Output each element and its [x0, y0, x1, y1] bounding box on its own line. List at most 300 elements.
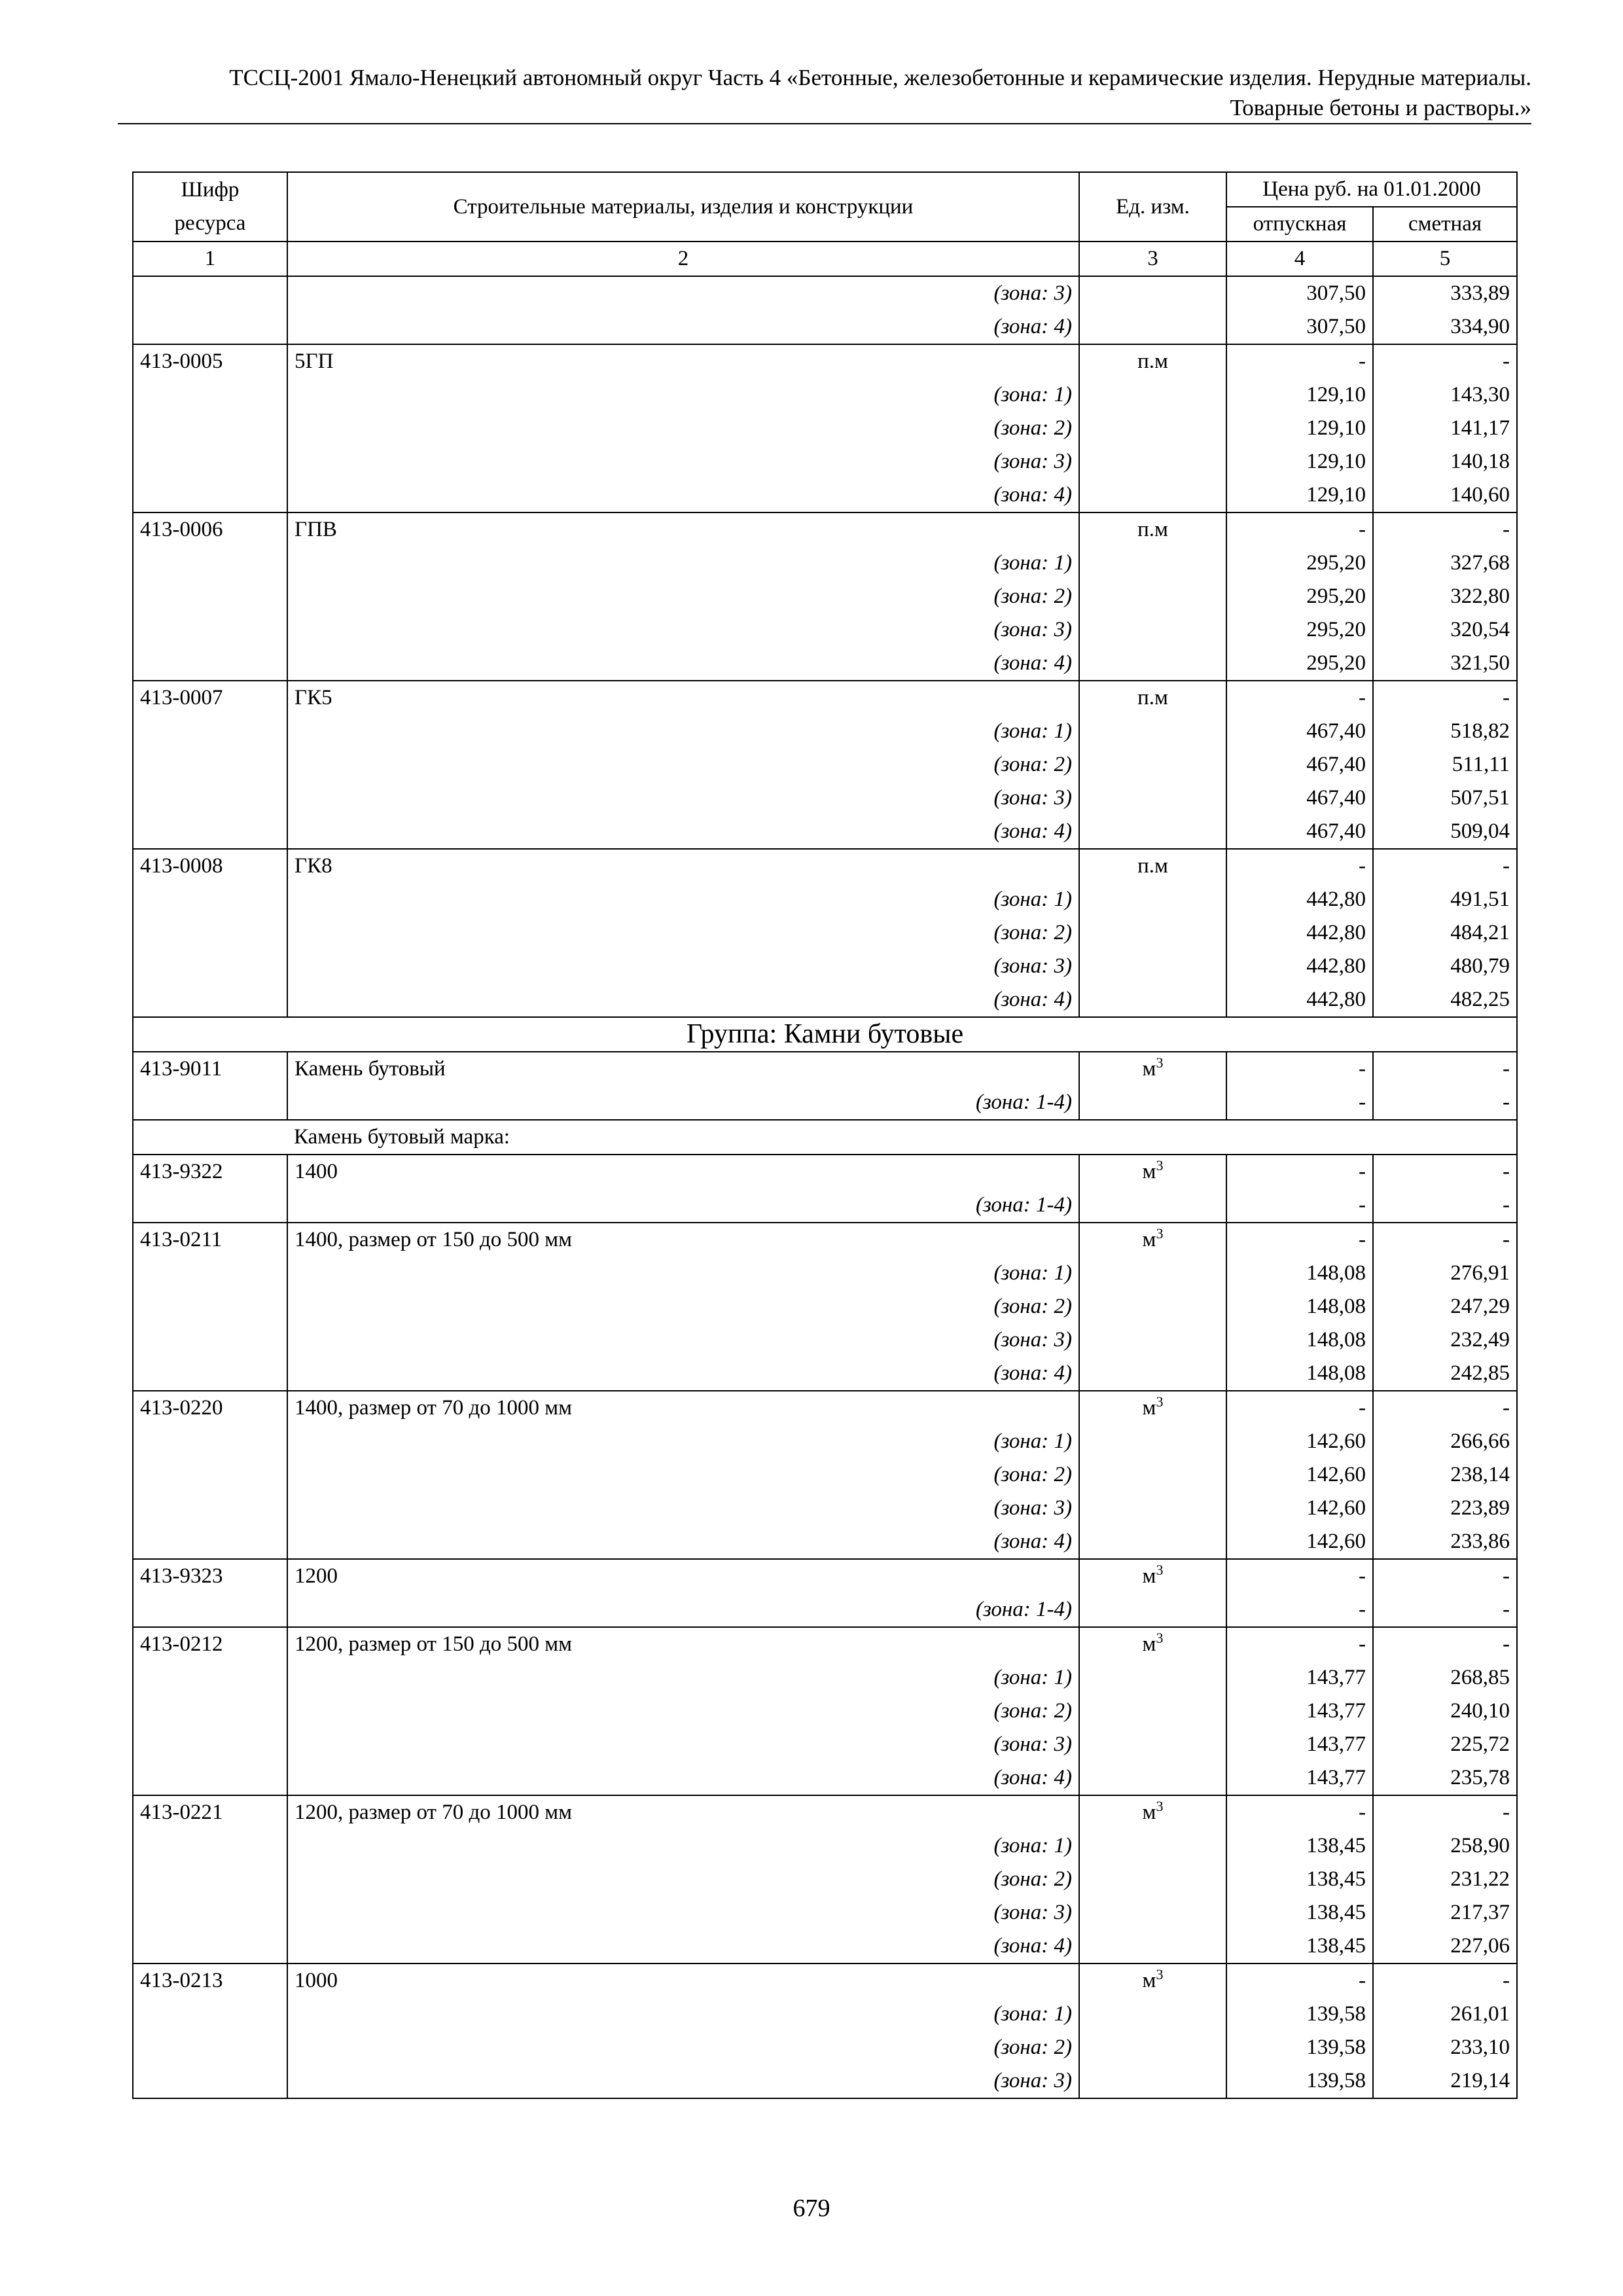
unit-of-measure: [1079, 681, 1226, 715]
unit-exponent: 3: [1156, 1225, 1164, 1242]
zone-row: [133, 1086, 1517, 1120]
release-price: 295,20: [1226, 613, 1373, 647]
table-body: [133, 276, 1517, 2098]
material-row: [133, 849, 1517, 883]
resource-code-empty: [133, 580, 287, 613]
material-row: [133, 681, 1517, 715]
zone-label: (зона: 2): [287, 1695, 1079, 1728]
unit-empty: [1079, 916, 1226, 950]
unit-empty: [1079, 378, 1226, 412]
zone-label: (зона: 2): [287, 916, 1079, 950]
unit-empty: [1079, 1863, 1226, 1896]
estimate-price: 219,14: [1373, 2064, 1517, 2098]
unit-text: м: [1142, 1396, 1156, 1420]
estimate-price: 227,06: [1373, 1929, 1517, 1964]
zone-row: [133, 1290, 1517, 1323]
resource-code-empty: [133, 1323, 287, 1357]
unit-of-measure: [1079, 1559, 1226, 1593]
zone-label: (зона: 4): [287, 310, 1079, 344]
release-price: 148,08: [1226, 1357, 1373, 1391]
material-name: 1200: [287, 1559, 1079, 1593]
header-unit: Ед. изм.: [1079, 172, 1226, 242]
group-title: Группа: Камни бутовые: [133, 1017, 1517, 1052]
estimate-price: 320,54: [1373, 613, 1517, 647]
zone-row: [133, 580, 1517, 613]
resource-code-empty: [133, 1425, 287, 1458]
resource-code: 413-0221: [133, 1795, 287, 1829]
estimate-price: -: [1373, 1086, 1517, 1120]
zone-label: (зона: 1): [287, 715, 1079, 748]
release-price: 139,58: [1226, 2031, 1373, 2064]
resource-code-empty: [133, 2031, 287, 2064]
unit-text: м: [1142, 1969, 1156, 1992]
resource-code: 413-0005: [133, 344, 287, 378]
material-row: [133, 512, 1517, 547]
zone-label: (зона: 2): [287, 2031, 1079, 2064]
column-number: 1: [133, 242, 287, 276]
unit-of-measure: [1079, 1391, 1226, 1425]
release-price: 467,40: [1226, 715, 1373, 748]
unit-empty: [1079, 1761, 1226, 1795]
unit-exponent: 3: [1156, 1966, 1164, 1982]
estimate-price: -: [1373, 849, 1517, 883]
zone-label: (зона: 3): [287, 950, 1079, 983]
zone-label: (зона: 2): [287, 1458, 1079, 1492]
resource-code-empty: [133, 1189, 287, 1223]
unit-of-measure: [1079, 512, 1226, 547]
estimate-price: -: [1373, 1189, 1517, 1223]
material-row: [133, 1795, 1517, 1829]
resource-code-empty: [133, 647, 287, 681]
release-price: 129,10: [1226, 445, 1373, 478]
material-row: [133, 1391, 1517, 1425]
zone-label: (зона: 3): [287, 1323, 1079, 1357]
zone-row: [133, 310, 1517, 344]
zone-label: (зона: 4): [287, 983, 1079, 1017]
release-price: 143,77: [1226, 1695, 1373, 1728]
zone-row: [133, 2031, 1517, 2064]
release-price: 142,60: [1226, 1425, 1373, 1458]
estimate-price: -: [1373, 1964, 1517, 1998]
zone-label: (зона: 3): [287, 781, 1079, 815]
zone-label: (зона: 2): [287, 580, 1079, 613]
unit-empty: [1079, 276, 1226, 310]
resource-code-empty: [133, 1896, 287, 1929]
unit-empty: [1079, 1661, 1226, 1695]
unit-text: м: [1142, 1632, 1156, 1656]
resource-code-empty: [133, 1593, 287, 1627]
section-code-cell: [133, 1120, 287, 1155]
unit-empty: [1079, 1458, 1226, 1492]
section-label: Камень бутовый марка:: [287, 1120, 1226, 1155]
release-price: -: [1226, 1391, 1373, 1425]
resource-code-empty: [133, 1086, 287, 1120]
zone-row: [133, 748, 1517, 781]
estimate-price: -: [1373, 1155, 1517, 1189]
resource-code-empty: [133, 983, 287, 1017]
estimate-price: 238,14: [1373, 1458, 1517, 1492]
unit-empty: [1079, 1728, 1226, 1761]
resource-code-empty: [133, 1458, 287, 1492]
resource-code-empty: [133, 916, 287, 950]
unit-empty: [1079, 815, 1226, 849]
resource-code-empty: [133, 1929, 287, 1964]
release-price: 138,45: [1226, 1829, 1373, 1863]
release-price: 148,08: [1226, 1290, 1373, 1323]
release-price: -: [1226, 1155, 1373, 1189]
zone-row: [133, 412, 1517, 445]
estimate-price: 276,91: [1373, 1257, 1517, 1290]
document-header: [118, 63, 1531, 123]
release-price: 442,80: [1226, 883, 1373, 916]
unit-of-measure: [1079, 849, 1226, 883]
estimate-price: 321,50: [1373, 647, 1517, 681]
release-price: 138,45: [1226, 1929, 1373, 1964]
resource-code: 413-9323: [133, 1559, 287, 1593]
unit-text: м: [1142, 1057, 1156, 1081]
zone-row: [133, 276, 1517, 310]
zone-row: [133, 1829, 1517, 1863]
resource-code: 413-0006: [133, 512, 287, 547]
resource-code-empty: [133, 310, 287, 344]
release-price: -: [1226, 344, 1373, 378]
column-number: 5: [1373, 242, 1517, 276]
estimate-price: 266,66: [1373, 1425, 1517, 1458]
zone-row: [133, 445, 1517, 478]
price-table: [132, 171, 1518, 2099]
unit-empty: [1079, 1323, 1226, 1357]
unit-exponent: 3: [1156, 1562, 1164, 1578]
unit-empty: [1079, 781, 1226, 815]
estimate-price: 231,22: [1373, 1863, 1517, 1896]
estimate-price: -: [1373, 1223, 1517, 1257]
zone-row: [133, 1863, 1517, 1896]
unit-empty: [1079, 1257, 1226, 1290]
unit-empty: [1079, 883, 1226, 916]
estimate-price: 322,80: [1373, 580, 1517, 613]
resource-code-empty: [133, 378, 287, 412]
unit-of-measure: [1079, 1964, 1226, 1998]
unit-of-measure: [1079, 1052, 1226, 1086]
release-price: 142,60: [1226, 1458, 1373, 1492]
section-row: [133, 1120, 1517, 1155]
resource-code-empty: [133, 1525, 287, 1559]
zone-row: [133, 1492, 1517, 1525]
release-price: 295,20: [1226, 580, 1373, 613]
estimate-price: 232,49: [1373, 1323, 1517, 1357]
zone-label: (зона: 3): [287, 2064, 1079, 2098]
resource-code-empty: [133, 1863, 287, 1896]
zone-label: (зона: 1-4): [287, 1086, 1079, 1120]
release-price: 295,20: [1226, 547, 1373, 580]
estimate-price: -: [1373, 344, 1517, 378]
zone-label: (зона: 1): [287, 883, 1079, 916]
estimate-price: 258,90: [1373, 1829, 1517, 1863]
release-price: -: [1226, 681, 1373, 715]
material-name: ГК5: [287, 681, 1079, 715]
material-row: [133, 1964, 1517, 1998]
estimate-price: 240,10: [1373, 1695, 1517, 1728]
zone-row: [133, 1357, 1517, 1391]
zone-row: [133, 1929, 1517, 1964]
zone-row: [133, 950, 1517, 983]
unit-empty: [1079, 445, 1226, 478]
zone-row: [133, 378, 1517, 412]
zone-label: (зона: 2): [287, 412, 1079, 445]
material-name: 1200, размер от 150 до 500 мм: [287, 1627, 1079, 1661]
zone-row: [133, 1761, 1517, 1795]
release-price: 143,77: [1226, 1661, 1373, 1695]
unit-empty: [1079, 1189, 1226, 1223]
resource-code-empty: [133, 715, 287, 748]
resource-code-empty: [133, 613, 287, 647]
zone-row: [133, 1458, 1517, 1492]
material-name: 1000: [287, 1964, 1079, 1998]
zone-row: [133, 1695, 1517, 1728]
release-price: 442,80: [1226, 916, 1373, 950]
release-price: 307,50: [1226, 276, 1373, 310]
resource-code-empty: [133, 1357, 287, 1391]
material-name: 5ГП: [287, 344, 1079, 378]
material-row: [133, 1627, 1517, 1661]
material-row: [133, 344, 1517, 378]
release-price: 467,40: [1226, 815, 1373, 849]
zone-row: [133, 883, 1517, 916]
estimate-price: 518,82: [1373, 715, 1517, 748]
resource-code-empty: [133, 883, 287, 916]
release-price: 129,10: [1226, 412, 1373, 445]
zone-row: [133, 1525, 1517, 1559]
material-name: ГК8: [287, 849, 1079, 883]
estimate-price: 233,86: [1373, 1525, 1517, 1559]
release-price: -: [1226, 512, 1373, 547]
header-name: Строительные материалы, изделия и конструкции: [287, 172, 1079, 242]
estimate-price: 247,29: [1373, 1290, 1517, 1323]
zone-row: [133, 715, 1517, 748]
resource-code-empty: [133, 412, 287, 445]
release-price: -: [1226, 1627, 1373, 1661]
header-estimate-price: сметная: [1373, 207, 1517, 242]
estimate-price: 480,79: [1373, 950, 1517, 983]
zone-label: (зона: 4): [287, 815, 1079, 849]
zone-label: (зона: 2): [287, 1863, 1079, 1896]
estimate-price: -: [1373, 1391, 1517, 1425]
unit-empty: [1079, 2031, 1226, 2064]
resource-code: 413-0008: [133, 849, 287, 883]
estimate-price: 242,85: [1373, 1357, 1517, 1391]
zone-row: [133, 781, 1517, 815]
release-price: -: [1226, 849, 1373, 883]
estimate-price: 261,01: [1373, 1998, 1517, 2031]
release-price: -: [1226, 1223, 1373, 1257]
estimate-price: -: [1373, 1052, 1517, 1086]
resource-code-empty: [133, 781, 287, 815]
material-name: 1400: [287, 1155, 1079, 1189]
material-name: ГПВ: [287, 512, 1079, 547]
estimate-price: 225,72: [1373, 1728, 1517, 1761]
resource-code-empty: [133, 1998, 287, 2031]
estimate-price: 327,68: [1373, 547, 1517, 580]
release-price: -: [1226, 1189, 1373, 1223]
unit-empty: [1079, 983, 1226, 1017]
unit-empty: [1079, 1593, 1226, 1627]
release-price: 129,10: [1226, 378, 1373, 412]
release-price: 148,08: [1226, 1257, 1373, 1290]
resource-code-empty: [133, 547, 287, 580]
estimate-price: 233,10: [1373, 2031, 1517, 2064]
zone-label: (зона: 1): [287, 1998, 1079, 2031]
resource-code: 413-0212: [133, 1627, 287, 1661]
unit-empty: [1079, 715, 1226, 748]
unit-text: м: [1142, 1228, 1156, 1251]
zone-label: (зона: 3): [287, 1896, 1079, 1929]
estimate-price: 143,30: [1373, 378, 1517, 412]
material-row: [133, 1223, 1517, 1257]
release-price: 142,60: [1226, 1525, 1373, 1559]
estimate-price: 141,17: [1373, 412, 1517, 445]
unit-empty: [1079, 1290, 1226, 1323]
estimate-price: -: [1373, 1559, 1517, 1593]
material-row: [133, 1052, 1517, 1086]
zone-row: [133, 916, 1517, 950]
resource-code-empty: [133, 1728, 287, 1761]
material-name: 1400, размер от 150 до 500 мм: [287, 1223, 1079, 1257]
zone-label: (зона: 4): [287, 1525, 1079, 1559]
resource-code-empty: [133, 815, 287, 849]
zone-row: [133, 1425, 1517, 1458]
estimate-price: 484,21: [1373, 916, 1517, 950]
zone-label: (зона: 1): [287, 547, 1079, 580]
group-row: [133, 1017, 1517, 1052]
unit-empty: [1079, 412, 1226, 445]
zone-row: [133, 1728, 1517, 1761]
zone-label: (зона: 1): [287, 1257, 1079, 1290]
release-price: 143,77: [1226, 1761, 1373, 1795]
unit-empty: [1079, 547, 1226, 580]
zone-label: (зона: 4): [287, 1357, 1079, 1391]
header-line-2: Товарные бетоны и растворы.»: [1230, 95, 1531, 120]
zone-row: [133, 547, 1517, 580]
unit-of-measure: [1079, 1627, 1226, 1661]
material-name: Камень бутовый: [287, 1052, 1079, 1086]
unit-empty: [1079, 1425, 1226, 1458]
unit-of-measure: [1079, 1155, 1226, 1189]
zone-row: [133, 1189, 1517, 1223]
unit-empty: [1079, 647, 1226, 681]
estimate-price: 482,25: [1373, 983, 1517, 1017]
zone-row: [133, 613, 1517, 647]
release-price: 467,40: [1226, 748, 1373, 781]
unit-empty: [1079, 478, 1226, 512]
unit-empty: [1079, 950, 1226, 983]
zone-row: [133, 1323, 1517, 1357]
unit-empty: [1079, 1492, 1226, 1525]
release-price: 129,10: [1226, 478, 1373, 512]
resource-code: 413-0220: [133, 1391, 287, 1425]
header-code: Шифр ресурса: [133, 172, 287, 242]
resource-code-empty: [133, 445, 287, 478]
unit-text: м: [1142, 1801, 1156, 1824]
section-empty-cell: [1226, 1120, 1517, 1155]
resource-code-empty: [133, 748, 287, 781]
unit-exponent: 3: [1156, 1157, 1164, 1174]
zone-label: (зона: 3): [287, 445, 1079, 478]
estimate-price: 491,51: [1373, 883, 1517, 916]
estimate-price: 333,89: [1373, 276, 1517, 310]
resource-code-empty: [133, 1492, 287, 1525]
unit-exponent: 3: [1156, 1630, 1164, 1646]
release-price: 138,45: [1226, 1863, 1373, 1896]
resource-code: 413-0213: [133, 1964, 287, 1998]
unit-exponent: 3: [1156, 1798, 1164, 1814]
zone-label: (зона: 1): [287, 1425, 1079, 1458]
page-number: 679: [793, 2195, 830, 2222]
unit-empty: [1079, 1357, 1226, 1391]
estimate-price: -: [1373, 1627, 1517, 1661]
release-price: 138,45: [1226, 1896, 1373, 1929]
estimate-price: -: [1373, 512, 1517, 547]
estimate-price: 217,37: [1373, 1896, 1517, 1929]
zone-label: (зона: 4): [287, 647, 1079, 681]
resource-code-empty: [133, 1829, 287, 1863]
resource-code: 413-9322: [133, 1155, 287, 1189]
zone-label: (зона: 1): [287, 1829, 1079, 1863]
zone-label: (зона: 2): [287, 1290, 1079, 1323]
unit-empty: [1079, 2064, 1226, 2098]
release-price: 142,60: [1226, 1492, 1373, 1525]
zone-row: [133, 1593, 1517, 1627]
release-price: 139,58: [1226, 1998, 1373, 2031]
resource-code-empty: [133, 276, 287, 310]
zone-label: (зона: 1): [287, 378, 1079, 412]
estimate-price: 511,11: [1373, 748, 1517, 781]
unit-empty: [1079, 1525, 1226, 1559]
header-price-group: Цена руб. на 01.01.2000: [1226, 172, 1517, 207]
estimate-price: 140,18: [1373, 445, 1517, 478]
estimate-price: 334,90: [1373, 310, 1517, 344]
column-number: 4: [1226, 242, 1373, 276]
unit-empty: [1079, 310, 1226, 344]
estimate-price: 507,51: [1373, 781, 1517, 815]
zone-label: (зона: 4): [287, 478, 1079, 512]
release-price: -: [1226, 1964, 1373, 1998]
zone-label: (зона: 3): [287, 1728, 1079, 1761]
resource-code: 413-0007: [133, 681, 287, 715]
zone-label: (зона: 3): [287, 613, 1079, 647]
resource-code-empty: [133, 478, 287, 512]
release-price: 143,77: [1226, 1728, 1373, 1761]
release-price: -: [1226, 1559, 1373, 1593]
zone-label: (зона: 2): [287, 748, 1079, 781]
release-price: 467,40: [1226, 781, 1373, 815]
header-release-price: отпускная: [1226, 207, 1373, 242]
zone-label: (зона: 3): [287, 1492, 1079, 1525]
zone-label: (зона: 3): [287, 276, 1079, 310]
estimate-price: 140,60: [1373, 478, 1517, 512]
estimate-price: 223,89: [1373, 1492, 1517, 1525]
material-row: [133, 1155, 1517, 1189]
unit-text: м: [1142, 1564, 1156, 1588]
zone-row: [133, 2064, 1517, 2098]
estimate-price: -: [1373, 1593, 1517, 1627]
material-name: 1200, размер от 70 до 1000 мм: [287, 1795, 1079, 1829]
header-line-1: ТССЦ-2001 Ямало-Ненецкий автономный округ Часть 4 «Бетонные, железобетонные и керамические изделия. Нерудные материалы.: [229, 65, 1531, 90]
unit-of-measure: [1079, 1223, 1226, 1257]
zone-row: [133, 983, 1517, 1017]
zone-row: [133, 1998, 1517, 2031]
zone-label: (зона: 1): [287, 1661, 1079, 1695]
unit-empty: [1079, 1086, 1226, 1120]
